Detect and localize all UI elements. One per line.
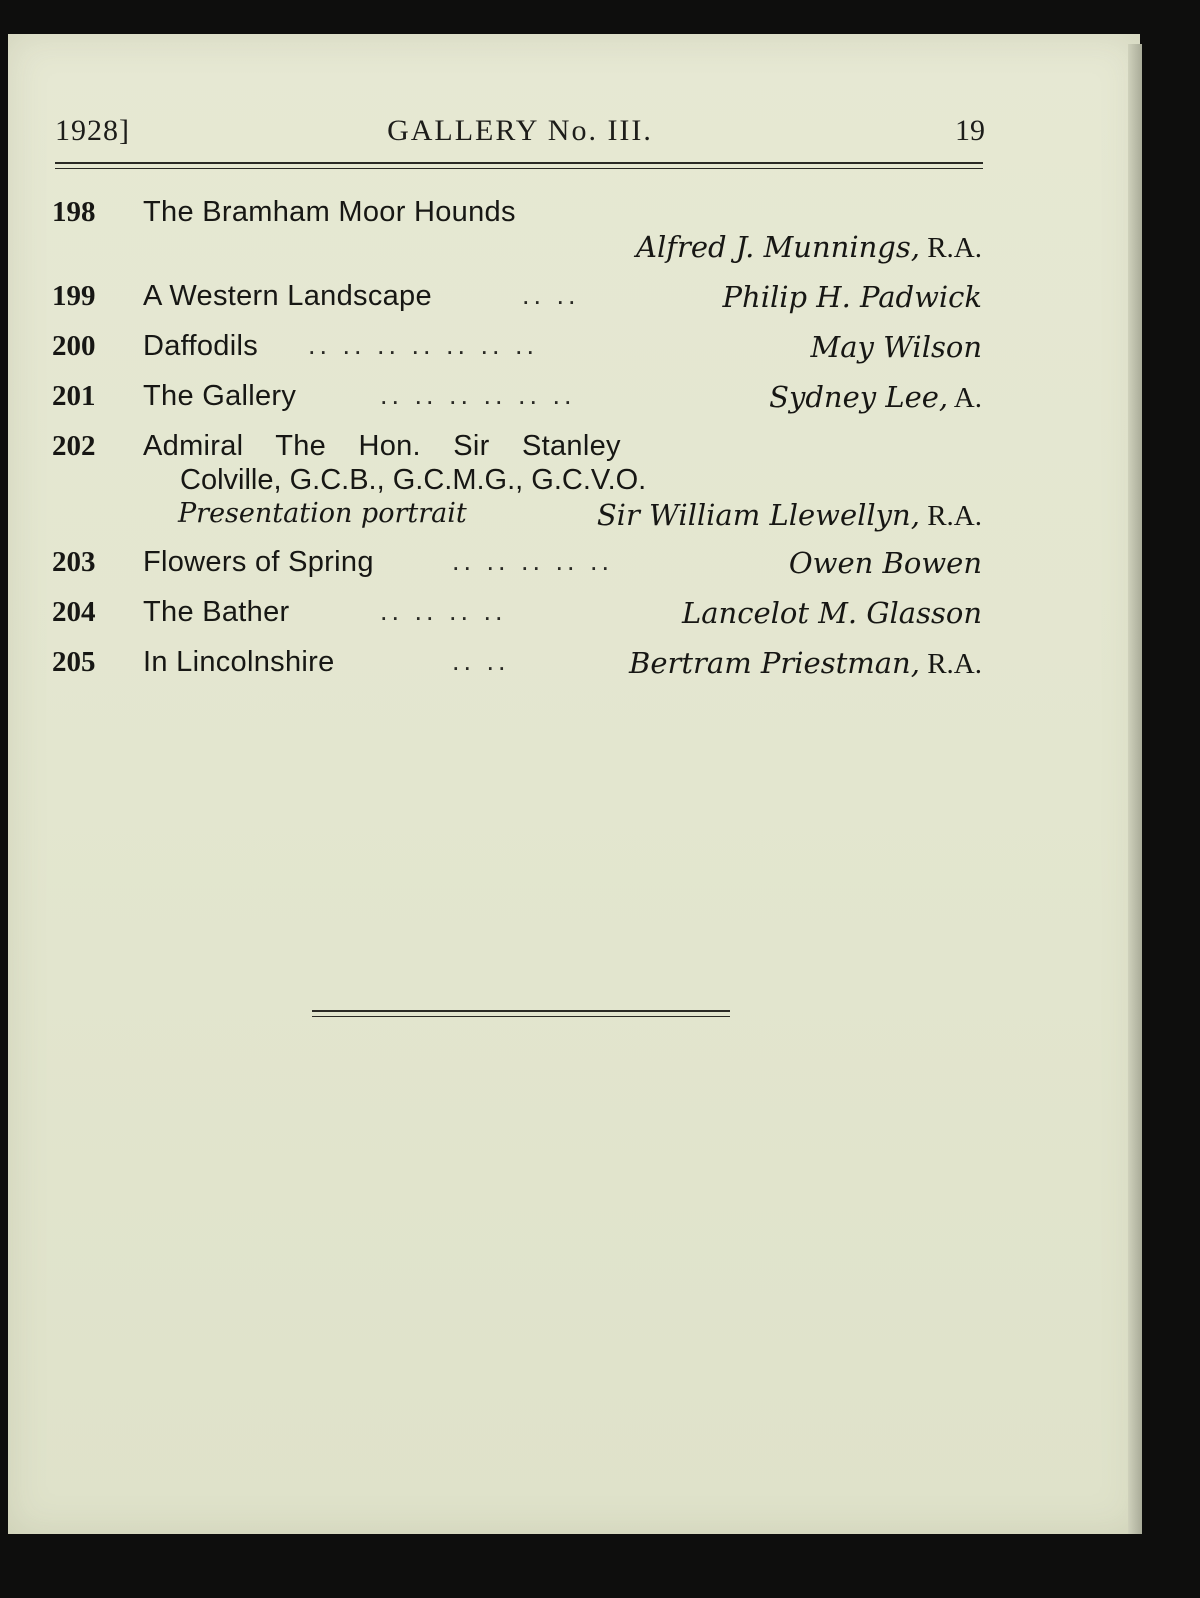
artist-name: Philip H. Padwick xyxy=(722,280,982,314)
entry-title: A Western Landscape xyxy=(143,280,432,312)
entry-artist xyxy=(723,280,983,315)
leader-dots: .. .. .. .. xyxy=(380,596,507,626)
artist-suffix: A. xyxy=(948,382,982,414)
leader-dots: .. .. .. .. .. .. .. xyxy=(308,330,539,360)
entry-number: 200 xyxy=(52,330,96,362)
header-year: 1928] xyxy=(55,114,130,147)
entry-203 xyxy=(0,546,1200,586)
artist-name: Sir William Llewellyn, xyxy=(596,498,920,532)
entry-title: The Gallery xyxy=(143,380,297,412)
entry-artist xyxy=(629,646,982,681)
entry-title: Flowers of Spring xyxy=(143,546,374,578)
entry-number: 204 xyxy=(52,596,96,628)
entry-199 xyxy=(0,280,1200,320)
entry-title: Admiral The Hon. Sir Stanley xyxy=(143,430,621,462)
leader-dots: .. .. .. .. .. xyxy=(452,546,614,576)
entry-number: 203 xyxy=(52,546,96,578)
entry-note: Presentation portrait xyxy=(178,498,467,529)
entry-title: The Bramham Moor Hounds xyxy=(143,196,516,228)
artist-name: Owen Bowen xyxy=(788,546,982,580)
entry-198-artist-line xyxy=(0,230,1200,270)
entry-number: 205 xyxy=(52,646,96,678)
entry-artist xyxy=(682,596,982,631)
entry-title-continuation: Colville, G.C.B., G.C.M.G., G.C.V.O. xyxy=(180,464,647,496)
artist-name: Sydney Lee, xyxy=(769,380,949,414)
artist-name: May Wilson xyxy=(810,330,982,364)
header-rule xyxy=(55,162,983,164)
artist-name: Lancelot M. Glasson xyxy=(682,596,982,630)
entry-artist xyxy=(769,380,982,415)
header-rule-thin xyxy=(55,168,983,169)
end-rule xyxy=(312,1010,730,1012)
entry-number: 201 xyxy=(52,380,96,412)
entry-artist xyxy=(789,546,982,581)
leader-dots: .. .. .. .. .. .. xyxy=(380,380,576,410)
entry-number: 198 xyxy=(52,196,96,228)
entry-202-artist-line xyxy=(0,498,1200,538)
header-title: GALLERY No. III. xyxy=(387,114,653,147)
end-rule-thin xyxy=(312,1016,730,1017)
entry-artist xyxy=(636,230,982,265)
entry-title: Daffodils xyxy=(143,330,259,362)
page-number: 19 xyxy=(955,114,985,147)
entry-title: In Lincolnshire xyxy=(143,646,335,678)
artist-suffix: R.A. xyxy=(919,648,982,680)
entry-201 xyxy=(0,380,1200,420)
artist-suffix: R.A. xyxy=(919,500,982,532)
entry-number: 199 xyxy=(52,280,96,312)
entry-artist xyxy=(811,330,982,365)
entry-205 xyxy=(0,646,1200,686)
page-header xyxy=(55,110,985,150)
entry-artist xyxy=(597,498,982,533)
artist-name: Alfred J. Munnings, xyxy=(636,230,920,264)
artist-name: Bertram Priestman, xyxy=(629,646,920,680)
leader-dots: .. .. xyxy=(522,280,580,310)
entry-title: The Bather xyxy=(143,596,290,628)
artist-suffix: R.A. xyxy=(919,232,982,264)
entry-number: 202 xyxy=(52,430,96,462)
leader-dots: .. .. xyxy=(452,646,510,676)
entry-200 xyxy=(0,330,1200,370)
entry-204 xyxy=(0,596,1200,636)
